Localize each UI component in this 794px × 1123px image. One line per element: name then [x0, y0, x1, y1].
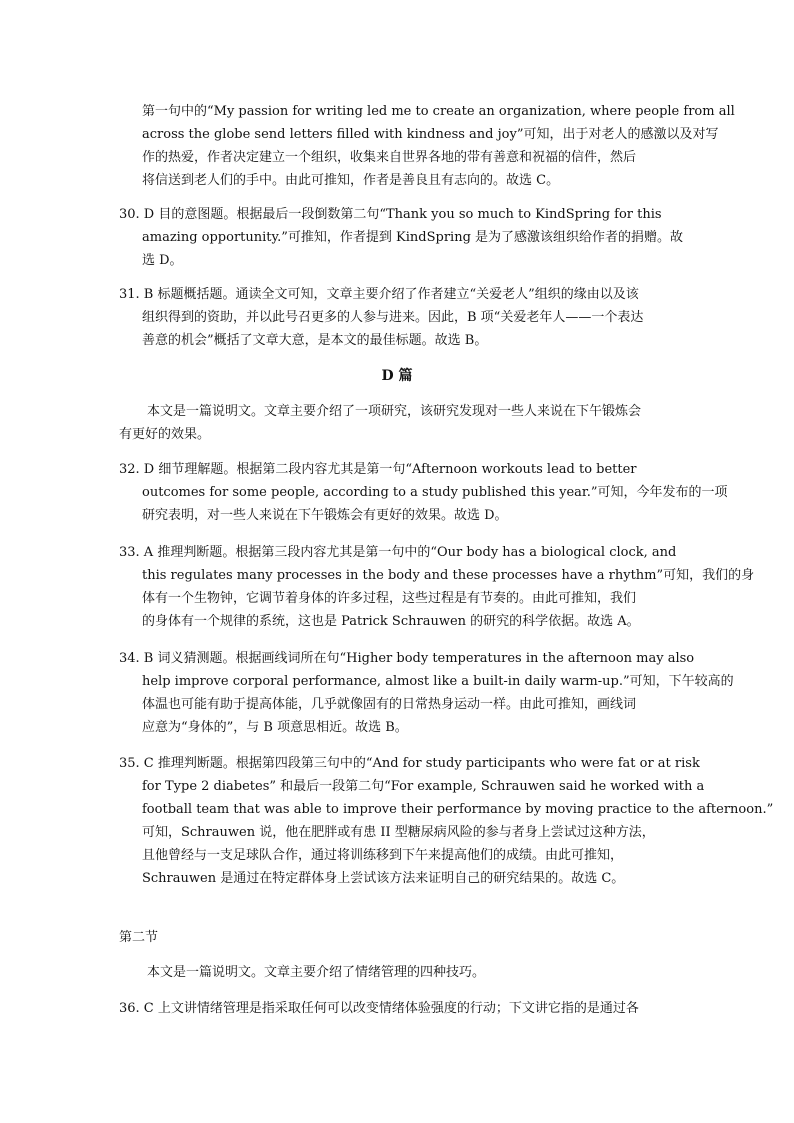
text-line: 研究表明，对一些人来说在下午锻炼会有更好的效果。故选 D。	[142, 508, 508, 523]
text-line: this regulates many processes in the body and these processes have a rhythm”可知，我们的身	[142, 568, 755, 583]
text-line: help improve corporal performance, almost like a built-in daily warm-up.”可知，下午较高的	[142, 674, 734, 689]
text-line: for Type 2 diabetes” 和最后一段第二句“For example, Schrauwen said he worked with a	[142, 779, 705, 794]
text-line: across the globe send letters filled with kindness and joy”可知，出于对老人的感激以及对写	[142, 127, 719, 142]
text-line: 将信送到老人们的手中。由此可推知，作者是善良且有志向的。故选 C。	[142, 173, 560, 188]
section-heading-d: D 篇	[381, 368, 413, 384]
text-line: outcomes for some people, according to a study published this year.”可知，今年发布的一项	[142, 485, 728, 500]
section-heading-part2: 第二节	[119, 930, 159, 945]
text-line: 应意为“身体的”，与 B 项意思相近。故选 B。	[142, 720, 408, 735]
text-line: Schrauwen 是通过在特定群体身上尝试该方法来证明自己的研究结果的。故选 C。	[142, 871, 625, 886]
text-line: 选 D。	[142, 253, 183, 268]
text-line: 且他曾经与一支足球队合作，通过将训练移到下午来提高他们的成绩。由此可推知，	[142, 848, 624, 863]
text-line: 善意的机会”概括了文章大意，是本文的最佳标题。故选 B。	[142, 333, 488, 348]
answer-30: 30. D 目的意图题。根据最后一段倒数第二句“Thank you so much to KindSpring for this	[119, 207, 662, 222]
section-intro: 本文是一篇说明文。文章主要介绍了情绪管理的四种技巧。	[147, 965, 486, 980]
answer-35: 35. C 推理判断题。根据第四段第三句中的“And for study participants who were fat or at risk	[119, 756, 700, 771]
text-line: 体温也可能有助于提高体能，几乎就像固有的日常热身运动一样。由此可推知，画线词	[142, 697, 637, 712]
text-line: 第一句中的“My passion for writing led me to create an organization, where people from all	[142, 104, 735, 119]
answer-31: 31. B 标题概括题。通读全文可知，文章主要介绍了作者建立“关爱老人”组织的缘由以及该	[119, 287, 639, 302]
text-line: 组织得到的资助，并以此号召更多的人参与进来。因此，B 项“关爱老年人——一个表达	[142, 310, 644, 325]
answer-36: 36. C 上文讲情绪管理是指采取任何可以改变情绪体验强度的行动；下文讲它指的是通过各	[119, 1001, 639, 1016]
answer-32: 32. D 细节理解题。根据第二段内容尤其是第一句“Afternoon workouts lead to better	[119, 462, 637, 477]
text-line: 体有一个生物钟，它调节着身体的许多过程，这些过程是有节奏的。由此可推知，我们	[142, 591, 637, 606]
text-line: 作的热爱，作者决定建立一个组织，收集来自世界各地的带有善意和祝福的信件，然后	[142, 150, 637, 165]
text-line: 可知，Schrauwen 说，他在肥胖或有患 II 型糖尿病风险的参与者身上尝试过这种方法，	[142, 825, 655, 840]
text-line: amazing opportunity.”可推知，作者提到 KindSpring 是为了感激该组织给作者的捐赠。故	[142, 230, 684, 245]
text-line: 有更好的效果。	[119, 427, 211, 442]
text-line: 的身体有一个规律的系统，这也是 Patrick Schrauwen 的研究的科学依据。故选 A。	[142, 614, 640, 629]
text-line: football team that was able to improve their performance by moving practice to the afternoon.”	[142, 802, 774, 817]
answer-33: 33. A 推理判断题。根据第三段内容尤其是第一句中的“Our body has a biological clock, and	[119, 545, 677, 560]
section-intro: 本文是一篇说明文。文章主要介绍了一项研究，该研究发现对一些人来说在下午锻炼会	[147, 404, 642, 419]
answer-34: 34. B 词义猜测题。根据画线词所在句“Higher body temperatures in the afternoon may also	[119, 651, 695, 666]
